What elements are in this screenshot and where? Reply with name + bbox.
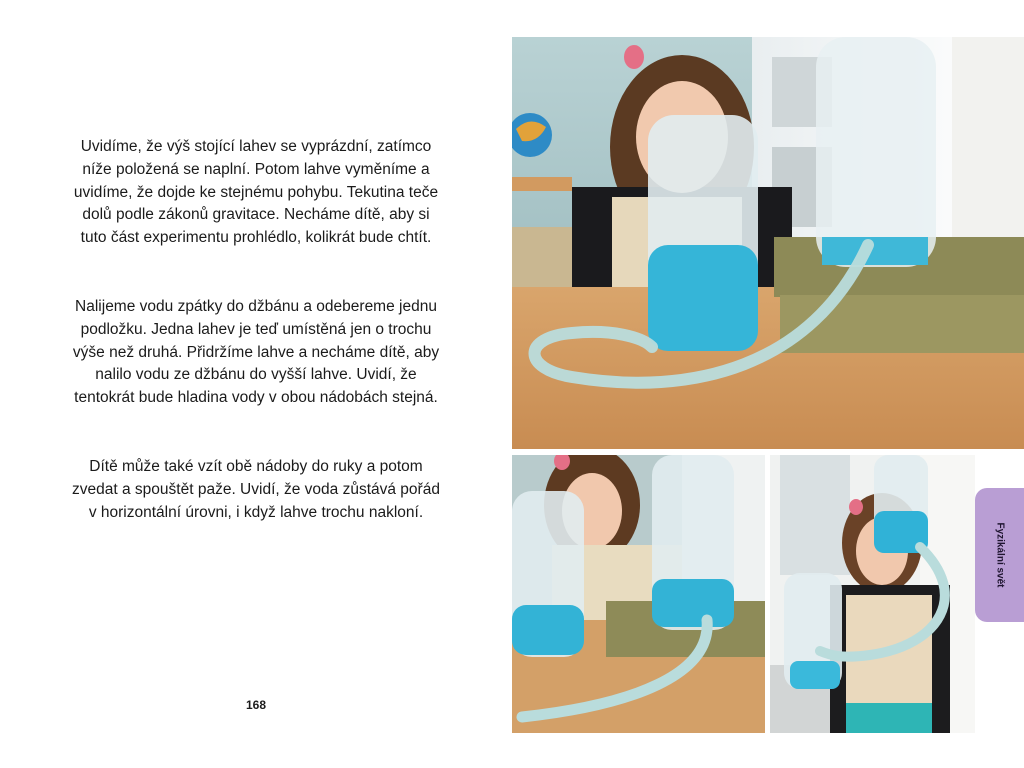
section-tab-label: Fyzikální svět: [994, 522, 1005, 588]
paragraph-3: Dítě může také vzít obě nádoby do ruky a potom zvedat a spouštět paže. Uvidí, že voda zůstává pořád v horizontální úrovni, i když lahve trochu nakloní.: [72, 458, 440, 521]
photo-top: [512, 37, 1024, 449]
paragraph-1: Uvidíme, že výš stojící lahev se vyprázdní, zatímco níže položená se naplní. Potom lahve vyměníme a uvidíme, že dojde ke stejnému pohybu. Tekutina teče dolů podle zákonů gravitace. Necháme dítě, aby si tuto část experimentu prohlédlo, kolikrát bude chtít.: [73, 138, 439, 247]
photo-bottom-left: [512, 455, 765, 733]
section-tab: [975, 488, 1024, 622]
page-number: 168: [245, 698, 267, 712]
paragraph-2: Nalijeme vodu zpátky do džbánu a odebereme jednu podložku. Jedna lahev je teď umístěná jen o trochu výše než druhá. Přidržíme lahve a necháme dítě, aby nalilo vodu ze džbánu do vyšší lahve. Uvidí, že tentokrát bude hladina vody v obou nádobách stejná.: [72, 298, 440, 407]
photo-bottom-right: [770, 455, 975, 733]
